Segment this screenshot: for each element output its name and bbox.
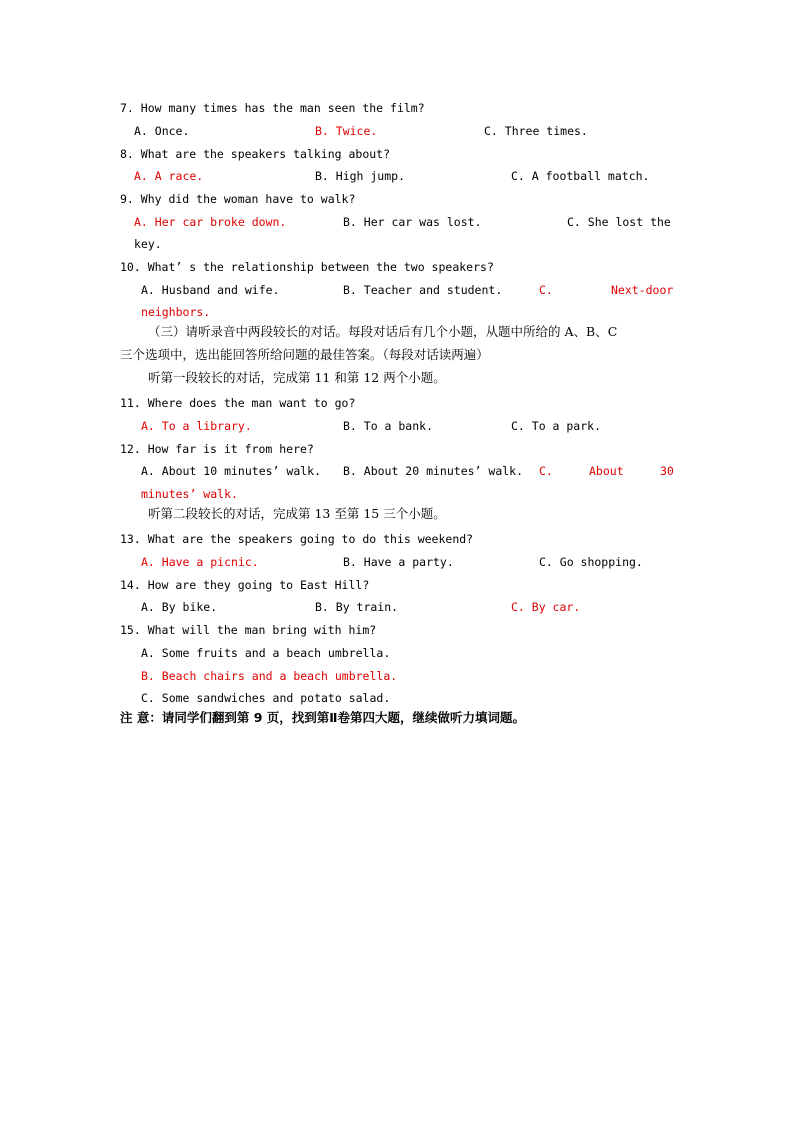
q9-option-c: C. She lost the <box>567 215 671 229</box>
q8-option-c: C. A football match. <box>511 169 650 183</box>
q13-option-b: B. Have a party. <box>343 555 454 569</box>
q13-option-c: C. Go shopping. <box>539 555 643 569</box>
q11-option-a-answer: A. To a library. <box>141 419 252 433</box>
q12-option-c-word: About <box>589 464 624 478</box>
q12-option-a: A. About 10 minutes’ walk. <box>141 464 322 478</box>
q13-option-a-answer: A. Have a picnic. <box>141 555 259 569</box>
q11-option-b: B. To a bank. <box>343 419 434 433</box>
q8-option-a-answer: A. A race. <box>134 169 204 183</box>
section3-instructions-1: （三）请听录音中两段较长的对话。每段对话后有几个小题，从题中所给的 A、B、C <box>148 324 618 339</box>
question-11: 11. Where does the man want to go? <box>120 396 356 410</box>
q10-option-c-answer: C. <box>539 283 553 297</box>
question-8: 8. What are the speakers talking about? <box>120 147 391 161</box>
q10-option-c-word: Next-door <box>611 283 674 297</box>
section3-instructions-2: 三个选项中，选出能回答所给问题的最佳答案。（每段对话读两遍） <box>120 347 489 362</box>
question-10: 10. What’ s the relationship between the two speakers? <box>120 260 494 274</box>
q15-option-c: C. Some sandwiches and potato salad. <box>141 691 391 705</box>
q12-option-b: B. About 20 minutes’ walk. <box>343 464 524 478</box>
q14-option-c-answer: C. By car. <box>511 600 581 614</box>
question-7: 7. How many times has the man seen the film? <box>120 101 425 115</box>
question-12: 12. How far is it from here? <box>120 442 314 456</box>
q10-option-a: A. Husband and wife. <box>141 283 280 297</box>
q10-option-b: B. Teacher and student. <box>343 283 503 297</box>
q15-option-b-answer: B. Beach chairs and a beach umbrella. <box>141 669 398 683</box>
note-instruction: 注 意：请同学们翻到第 9 页，找到第Ⅱ卷第四大题，继续做听力填词题。 <box>120 710 525 725</box>
dialog2-instruction: 听第二段较长的对话，完成第 13 至第 15 三个小题。 <box>148 506 446 521</box>
question-13: 13. What are the speakers going to do this weekend? <box>120 532 474 546</box>
question-15: 15. What will the man bring with him? <box>120 623 377 637</box>
q9-option-c-cont: key. <box>134 237 162 251</box>
q11-option-c: C. To a park. <box>511 419 602 433</box>
q7-option-a: A. Once. <box>134 124 190 138</box>
q12-option-c-number: 30 <box>660 464 674 478</box>
dialog1-instruction: 听第一段较长的对话，完成第 11 和第 12 两个小题。 <box>148 370 446 385</box>
q9-option-a-answer: A. Her car broke down. <box>134 215 287 229</box>
q7-option-c: C. Three times. <box>484 124 588 138</box>
q14-option-a: A. By bike. <box>141 600 218 614</box>
q8-option-b: B. High jump. <box>315 169 406 183</box>
question-9: 9. Why did the woman have to walk? <box>120 192 356 206</box>
question-14: 14. How are they going to East Hill? <box>120 578 370 592</box>
q10-option-c-cont: neighbors. <box>141 305 211 319</box>
q12-option-c-cont: minutes’ walk. <box>141 487 238 501</box>
q9-option-b: B. Her car was lost. <box>343 215 482 229</box>
q7-option-b-answer: B. Twice. <box>315 124 378 138</box>
q15-option-a: A. Some fruits and a beach umbrella. <box>141 646 391 660</box>
q12-option-c-answer: C. <box>539 464 553 478</box>
q14-option-b: B. By train. <box>315 600 399 614</box>
